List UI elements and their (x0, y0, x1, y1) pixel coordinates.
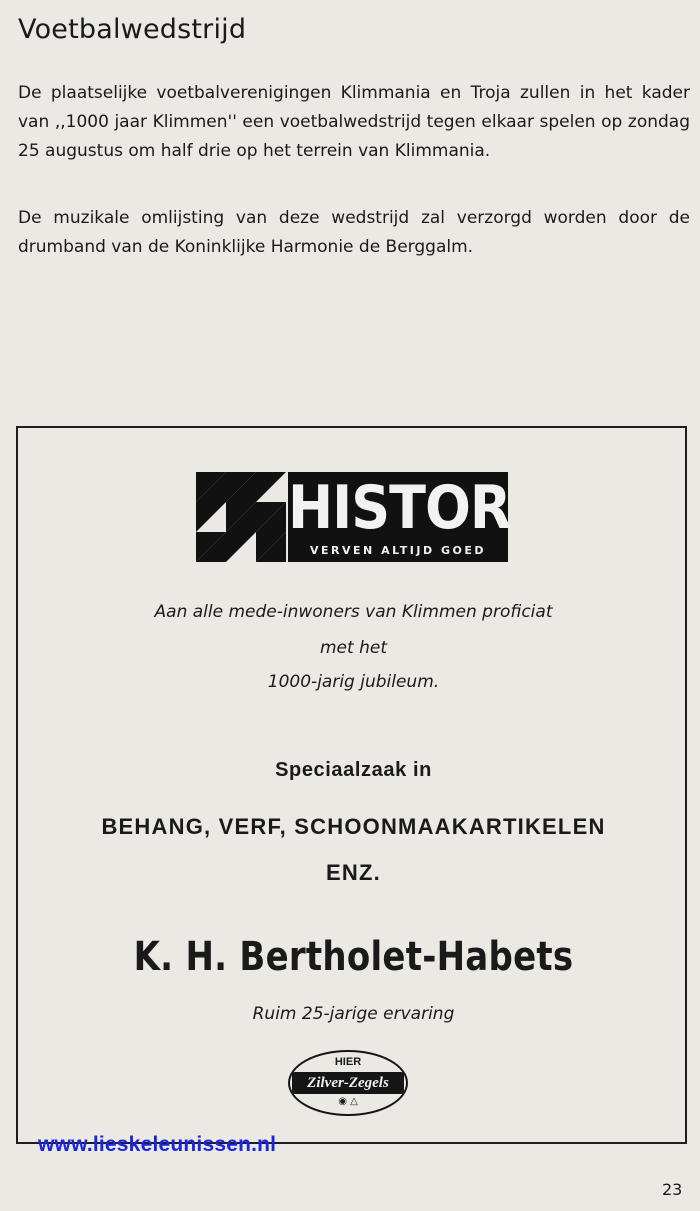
greeting-line-2: met het (320, 638, 387, 658)
watermark-link[interactable]: www.lieskeleunissen.nl (38, 1133, 277, 1156)
logo-brand-name: HISTOR (288, 473, 511, 543)
company-name: K. H. Bertholet-Habets (133, 934, 574, 980)
greeting-line-1: Aan alle mede-inwoners van Klimmen proficiat (154, 602, 553, 622)
specialty-heading: Speciaalzaak in (275, 759, 432, 781)
stamp-band-text: Zilver-Zegels (292, 1072, 404, 1094)
products-line-2: ENZ. (326, 860, 381, 885)
histor-logo (196, 472, 511, 562)
stamp-emblem-icon: ◉ △ (338, 1096, 358, 1107)
logo-brand-block (288, 472, 511, 562)
experience-line: Ruim 25-jarige ervaring (252, 1004, 455, 1024)
logo-tagline: VERVEN ALTIJD GOED (310, 544, 486, 557)
advertisement (16, 426, 687, 1144)
stamp-top-text: HIER (334, 1056, 362, 1068)
article-paragraph-1: De plaatselijke voetbalverenigingen Klimmania en Troja zullen in het kader van ,,1000 jaar Klimmen'' een voetbalwedstrijd tegen elkaar spelen op zondag 25 augustus om half drie op het terrein van Klimmania. (18, 83, 690, 161)
products-line-1: BEHANG, VERF, SCHOONMAAKARTIKELEN (101, 814, 606, 839)
page-title: Voetbalwedstrijd (18, 14, 247, 45)
greeting-line-3: 1000-jarig jubileum. (267, 672, 440, 692)
triangle-pattern-icon (196, 472, 286, 562)
page-number: 23 (662, 1180, 683, 1199)
article-paragraph-2: De muzikale omlijsting van deze wedstrijd zal verzorgd worden door de drumband van de Koninklijke Harmonie de Berggalm. (18, 208, 690, 257)
zilver-zegels-stamp (288, 1050, 408, 1116)
